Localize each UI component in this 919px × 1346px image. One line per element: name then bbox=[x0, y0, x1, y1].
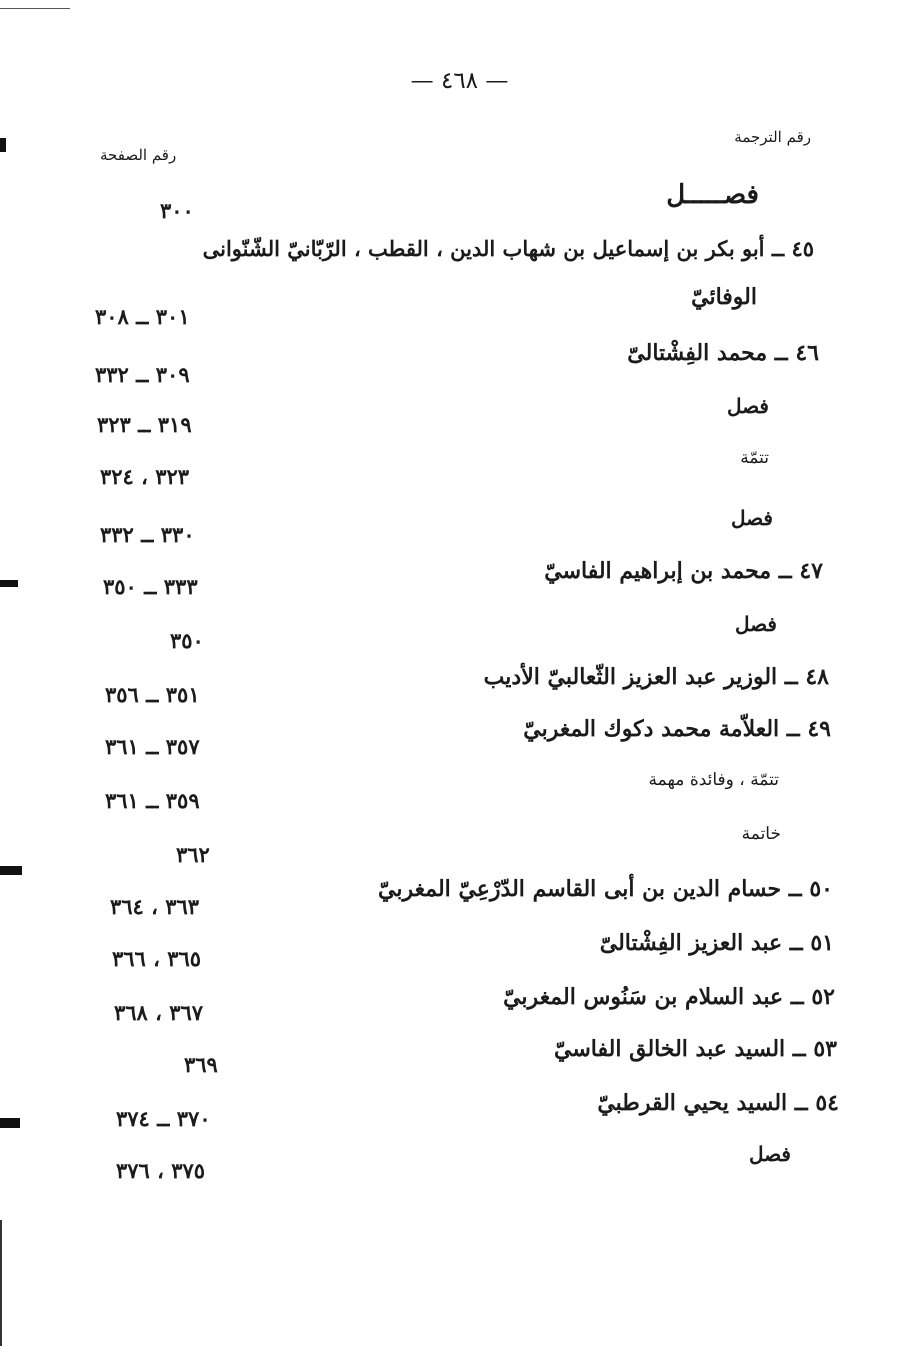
index-entry: ٥٣ ــ السيد عبد الخالق الفاسيّ bbox=[554, 1036, 837, 1062]
page-reference: ٣٠٩ ــ ٣٣٢ bbox=[95, 362, 190, 387]
edge-mark bbox=[0, 866, 22, 875]
index-entry: ٤٨ ــ الوزير عبد العزيز الثّعالبيّ الأديب bbox=[483, 664, 829, 690]
page-reference: ٣١٩ ــ ٣٢٣ bbox=[97, 412, 192, 437]
page-column-header: رقم الصفحة bbox=[100, 146, 177, 164]
page-reference: ٣٥٩ ــ ٣٦١ bbox=[105, 788, 200, 813]
page-reference: ٣٣٠ ــ ٣٣٢ bbox=[100, 522, 195, 547]
section-heading: خاتمة bbox=[741, 824, 781, 844]
section-heading: فصل bbox=[730, 506, 773, 530]
section-heading: فصل bbox=[726, 394, 769, 418]
index-entry: ٤٦ ــ محمد الفِشْتالىّ bbox=[627, 340, 819, 366]
index-entry: ٥١ ــ عبد العزيز الفِشْتالىّ bbox=[599, 930, 834, 956]
page-reference: ٣٣٣ ــ ٣٥٠ bbox=[103, 574, 198, 599]
page-reference: ٣٠١ ــ ٣٠٨ bbox=[95, 304, 190, 329]
section-heading: تتمّة bbox=[740, 448, 769, 468]
index-entry: ٤٥ ــ أبو بكر بن إسماعيل بن شهاب الدين ، القطب ، الرّبّانيّ الشّنّوانى bbox=[202, 236, 814, 261]
page-reference: ٣٥٠ bbox=[170, 628, 204, 653]
page-reference: ٣٠٠ bbox=[160, 198, 194, 223]
page-number: — ٤٦٨ — bbox=[410, 68, 509, 94]
index-entry-continuation: الوفائيّ bbox=[691, 284, 757, 310]
page-reference: ٣٧٠ ــ ٣٧٤ bbox=[116, 1106, 211, 1131]
page-reference: ٣٦٧ ، ٣٦٨ bbox=[114, 1000, 204, 1025]
edge-mark bbox=[0, 580, 18, 587]
index-entry: ٤٩ ــ العلاّمة محمد دكوك المغربيّ bbox=[523, 716, 831, 742]
index-entry: ٥٢ ــ عبد السلام بن سَنُوس المغربيّ bbox=[503, 984, 835, 1010]
page-reference: ٣٦٢ bbox=[176, 842, 210, 867]
index-entry: ٤٧ ــ محمد بن إبراهيم الفاسيّ bbox=[544, 558, 823, 584]
page-reference: ٣٥٧ ــ ٣٦١ bbox=[105, 734, 200, 759]
scan-edge-left bbox=[0, 1220, 2, 1346]
index-entry: ٥٠ ــ حسام الدين بن أبى القاسم الدّرْعِيّ المغربيّ bbox=[378, 876, 833, 902]
section-heading: تتمّة ، وفائدة مهمة bbox=[648, 770, 779, 790]
page-reference: ٣٦٥ ، ٣٦٦ bbox=[112, 946, 202, 971]
section-heading: فصل bbox=[734, 612, 777, 636]
scan-line-top bbox=[0, 8, 70, 9]
page-reference: ٣٥١ ــ ٣٥٦ bbox=[105, 682, 200, 707]
entry-column-header: رقم الترجمة bbox=[734, 128, 811, 146]
section-heading: فصـــــل bbox=[666, 180, 759, 210]
page-reference: ٣٦٣ ، ٣٦٤ bbox=[110, 894, 200, 919]
page-reference: ٣٦٩ bbox=[184, 1052, 218, 1077]
edge-mark bbox=[0, 138, 6, 152]
page-reference: ٣٢٣ ، ٣٢٤ bbox=[100, 464, 190, 489]
edge-mark bbox=[0, 1118, 20, 1128]
section-heading: فصل bbox=[748, 1142, 791, 1166]
page-reference: ٣٧٥ ، ٣٧٦ bbox=[116, 1158, 206, 1183]
index-entry: ٥٤ ــ السيد يحيي القرطبيّ bbox=[597, 1090, 839, 1116]
